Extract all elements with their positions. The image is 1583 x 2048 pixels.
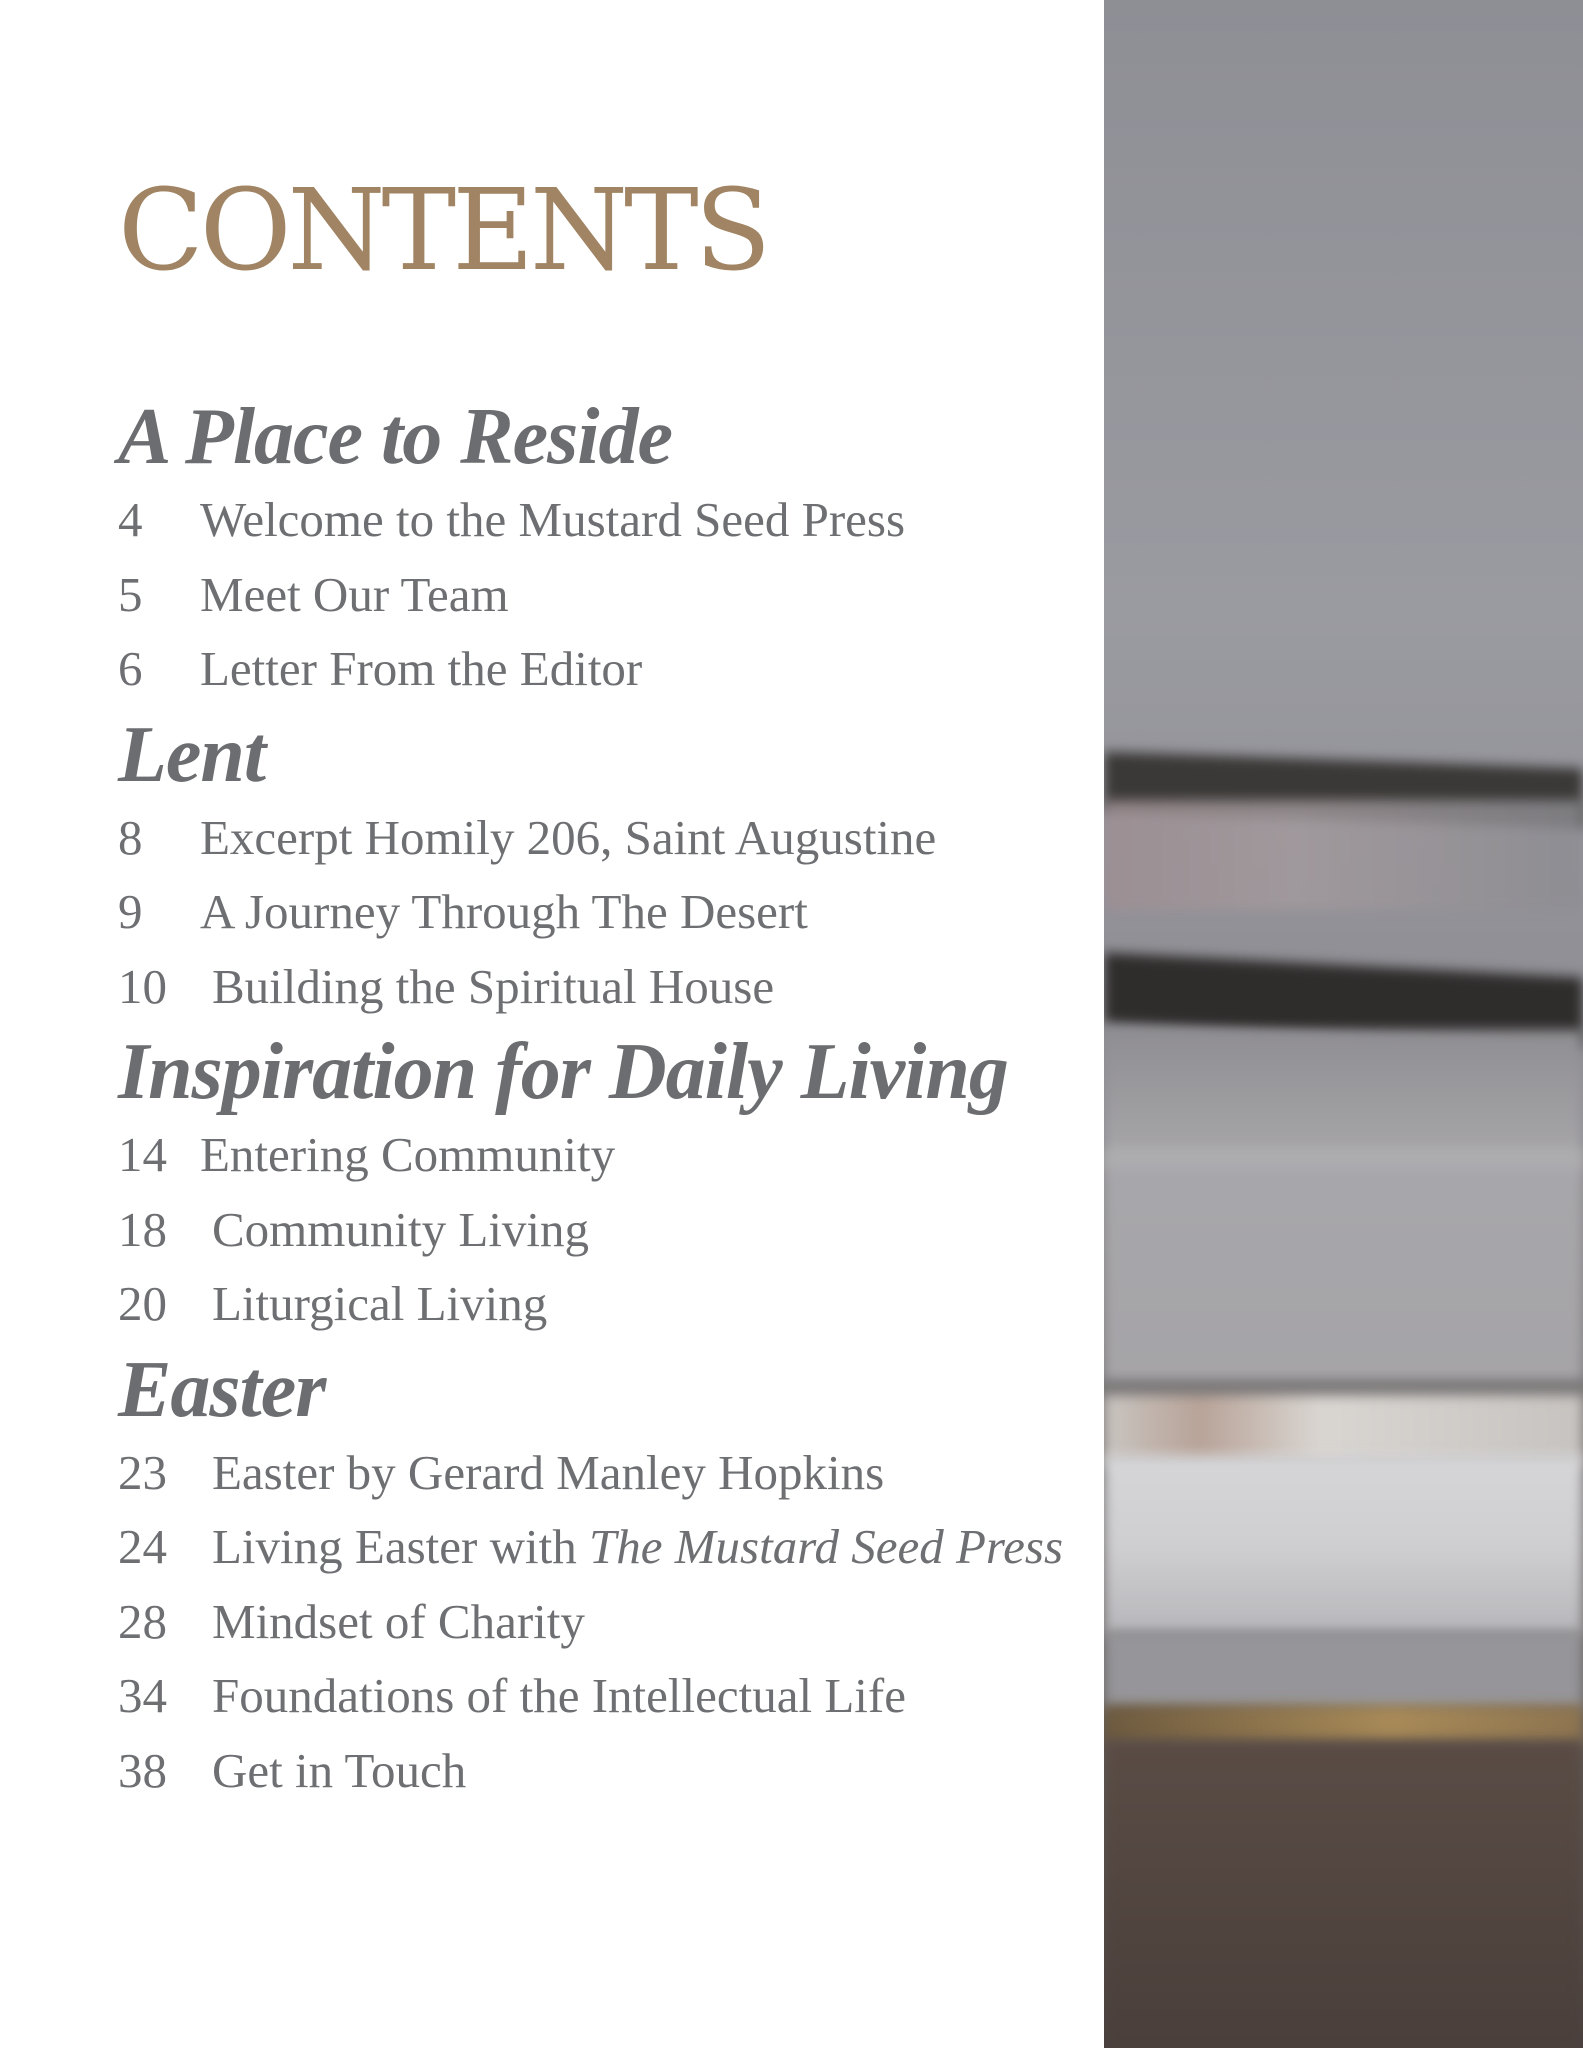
page-number: 8 [118,809,143,865]
entry-title: Community Living [212,1201,590,1257]
toc-entry[interactable] [118,1659,1098,1734]
page-title: CONTENTS [118,166,768,296]
book-pages [1104,1630,1583,1710]
entry-title: Mindset of Charity [212,1593,585,1649]
page-number: 14 [118,1127,167,1182]
toc-entry[interactable] [118,801,1098,876]
page-number: 5 [118,566,143,622]
toc-entry[interactable] [118,1585,1098,1660]
section-heading: Inspiration for Daily Living [118,1028,1008,1116]
section-easter [118,1345,1098,1809]
section-heading: Easter [118,1345,326,1434]
stacked-books-photo [1104,0,1583,2048]
entry-title: A Journey Through The Desert [200,884,808,939]
book-pages [1104,1455,1583,1635]
page-number: 4 [118,492,143,547]
entry-title: Liturgical Living [212,1276,548,1331]
toc-entry[interactable] [118,1734,1098,1809]
book-spine [1104,800,1583,910]
page-number: 28 [118,1593,167,1649]
section-heading: A Place to Reside [118,393,673,481]
entry-list [118,1118,1098,1342]
toc-entry[interactable] [118,950,1098,1025]
page-number: 20 [118,1276,167,1331]
entry-title: Foundations of the Intellectual Life [212,1668,906,1723]
toc-entry[interactable] [118,1510,1098,1585]
entry-title-italic: The Mustard Seed Press [588,1519,1064,1574]
toc-entry[interactable] [118,483,1098,558]
page-number: 18 [118,1201,167,1257]
page-number: 9 [118,884,143,939]
book-edge [1104,1030,1583,1170]
toc-entry[interactable] [118,1118,1098,1193]
toc-entry[interactable] [118,632,1098,707]
section-heading: Lent [118,710,266,799]
section-a-place-to-reside [118,395,1098,707]
entry-title: Letter From the Editor [200,641,643,696]
toc-entry[interactable] [118,1267,1098,1342]
page-number: 6 [118,641,143,696]
gilded-page-edge [1104,1705,1583,1745]
entry-list [118,483,1098,707]
toc-entry[interactable] [118,1436,1098,1511]
page-number: 34 [118,1668,167,1723]
entry-list [118,801,1098,1025]
page-number: 10 [118,958,167,1014]
entry-title: Get in Touch [212,1742,467,1798]
section-lent [118,710,1098,1025]
entry-title: Excerpt Homily 206, Saint Augustine [200,809,937,865]
toc-entry[interactable] [118,558,1098,633]
page-number: 24 [118,1519,167,1574]
page-number: 38 [118,1742,167,1798]
entry-title: Easter by Gerard Manley Hopkins [212,1444,885,1500]
entry-title: Entering Community [200,1127,616,1182]
entry-title: Meet Our Team [200,566,509,622]
book-pages [1104,1150,1583,1380]
contents-list [118,395,1098,1808]
entry-list [118,1436,1098,1809]
toc-entry[interactable] [118,1193,1098,1268]
entry-title: Welcome to the Mustard Seed Press [200,492,906,547]
section-inspiration-for-daily-living [118,1030,1098,1342]
page-number: 23 [118,1444,167,1500]
entry-title: Building the Spiritual House [212,958,775,1014]
entry-title: Living Easter with [212,1519,577,1574]
toc-entry[interactable] [118,875,1098,950]
table-surface [1104,1740,1583,2048]
